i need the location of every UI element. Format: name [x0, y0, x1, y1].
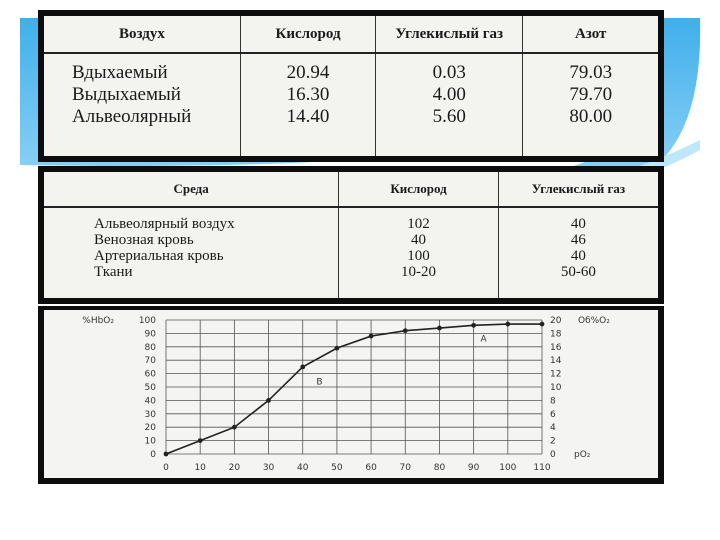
- x-tick-label: 60: [365, 463, 377, 473]
- medium-cell: Ткани: [94, 264, 133, 280]
- annotation-a: A: [480, 334, 487, 345]
- oxygen-column: [339, 207, 499, 298]
- oxygen-column: [240, 53, 375, 156]
- x-tick-label: 10: [194, 463, 206, 473]
- header-oxygen: Кислород: [240, 16, 375, 53]
- curve-data-point: [335, 346, 340, 351]
- left-axis-label: %HbO₂: [82, 316, 114, 326]
- header-medium: Среда: [44, 172, 339, 207]
- air-type-column: [44, 53, 240, 156]
- nitrogen-cell: 79.70: [569, 84, 613, 105]
- medium-column: [44, 207, 339, 298]
- oxygen-cell: 16.30: [286, 84, 330, 105]
- y-left-tick-label: 100: [138, 316, 156, 326]
- y-left-tick-label: 40: [144, 396, 156, 407]
- curve-data-point: [505, 322, 510, 327]
- curve-data-point: [403, 328, 408, 333]
- y-left-tick-label: 10: [144, 436, 156, 447]
- oxygen-cell: 100: [407, 248, 430, 264]
- y-right-tick-label: 4: [550, 423, 556, 434]
- chart-svg: [44, 310, 658, 478]
- x-tick-label: 100: [499, 463, 517, 473]
- y-right-tick-label: 14: [550, 356, 562, 367]
- x-tick-label: 110: [533, 463, 551, 473]
- curve-data-point: [164, 452, 169, 457]
- nitrogen-column: [523, 53, 658, 156]
- y-left-tick-label: 60: [144, 369, 156, 380]
- x-tick-label: 40: [297, 463, 309, 473]
- nitrogen-cell: 80.00: [569, 106, 613, 127]
- curve-data-point: [437, 326, 442, 331]
- x-tick-label: 0: [163, 463, 169, 473]
- table-header-row: [44, 172, 658, 207]
- co2-cell: 0.03: [432, 62, 466, 83]
- annotation-b: B: [316, 377, 323, 388]
- curve-data-point: [232, 425, 237, 430]
- partial-pressure-table-panel: [38, 166, 664, 304]
- co2-cell: 5.60: [432, 106, 466, 127]
- air-type-cell: Выдыхаемый: [72, 84, 181, 105]
- y-right-tick-label: 16: [550, 342, 562, 353]
- y-right-tick-label: 2: [550, 436, 556, 447]
- medium-cell: Артериальная кровь: [94, 248, 224, 264]
- dissociation-curve-chart: [44, 310, 658, 478]
- curve-data-point: [300, 365, 305, 370]
- y-left-tick-label: 20: [144, 423, 156, 434]
- y-right-tick-label: 0: [550, 450, 556, 460]
- curve-data-point: [540, 322, 545, 327]
- x-tick-label: 50: [331, 463, 343, 473]
- oxygen-cell: 20.94: [286, 62, 330, 83]
- right-axis-label: Об%О₂: [578, 316, 610, 326]
- dissociation-curve-panel: [38, 306, 664, 484]
- medium-cell: Альвеолярный воздух: [94, 216, 235, 232]
- oxygen-cell: 102: [407, 216, 430, 232]
- y-right-tick-label: 18: [550, 329, 562, 340]
- table-header-row: [44, 16, 658, 53]
- co2-column: [498, 207, 658, 298]
- header-oxygen: Кислород: [339, 172, 499, 207]
- curve-data-point: [369, 334, 374, 339]
- curve-data-point: [198, 438, 203, 443]
- x-tick-label: 30: [262, 463, 275, 473]
- nitrogen-cell: 79.03: [569, 62, 613, 83]
- y-right-tick-label: 12: [550, 369, 562, 380]
- header-co2: Углекислый газ: [376, 16, 523, 53]
- co2-cell: 40: [570, 248, 586, 264]
- y-right-tick-label: 20: [550, 316, 562, 326]
- table-row: [44, 53, 658, 156]
- co2-cell: 4.00: [432, 84, 466, 105]
- y-left-tick-label: 90: [144, 329, 156, 340]
- air-type-cell: Альвеолярный: [72, 106, 192, 127]
- y-left-tick-label: 0: [150, 450, 156, 460]
- partial-pressure-table: [44, 172, 658, 298]
- y-right-tick-label: 10: [550, 383, 562, 393]
- x-tick-label: 20: [228, 463, 241, 473]
- y-left-tick-label: 70: [144, 356, 156, 367]
- co2-cell: 40: [570, 216, 586, 232]
- gas-composition-table: [44, 16, 658, 156]
- x-tick-label: 80: [433, 463, 446, 473]
- y-left-tick-label: 50: [144, 383, 156, 393]
- oxygen-cell: 10-20: [401, 264, 437, 280]
- air-type-cell: Вдыхаемый: [72, 62, 168, 83]
- co2-cell: 46: [570, 232, 586, 248]
- header-nitrogen: Азот: [523, 16, 658, 53]
- curve-data-point: [471, 323, 476, 328]
- x-tick-label: 70: [399, 463, 411, 473]
- table-row: [44, 207, 658, 298]
- header-air: Воздух: [44, 16, 240, 53]
- oxygen-cell: 14.40: [286, 106, 330, 127]
- x-tick-label: 90: [467, 463, 480, 473]
- y-left-tick-label: 30: [144, 409, 156, 420]
- co2-cell: 50-60: [560, 264, 596, 280]
- gas-composition-table-panel: [38, 10, 664, 162]
- curve-data-point: [266, 398, 271, 403]
- x-axis-label: pO₂: [574, 450, 591, 460]
- co2-column: [376, 53, 523, 156]
- medium-cell: Венозная кровь: [94, 232, 194, 248]
- oxygen-cell: 40: [411, 232, 427, 248]
- y-right-tick-label: 8: [550, 396, 556, 407]
- y-right-tick-label: 6: [550, 409, 556, 420]
- y-left-tick-label: 80: [144, 342, 156, 353]
- header-co2: Углекислый газ: [498, 172, 658, 207]
